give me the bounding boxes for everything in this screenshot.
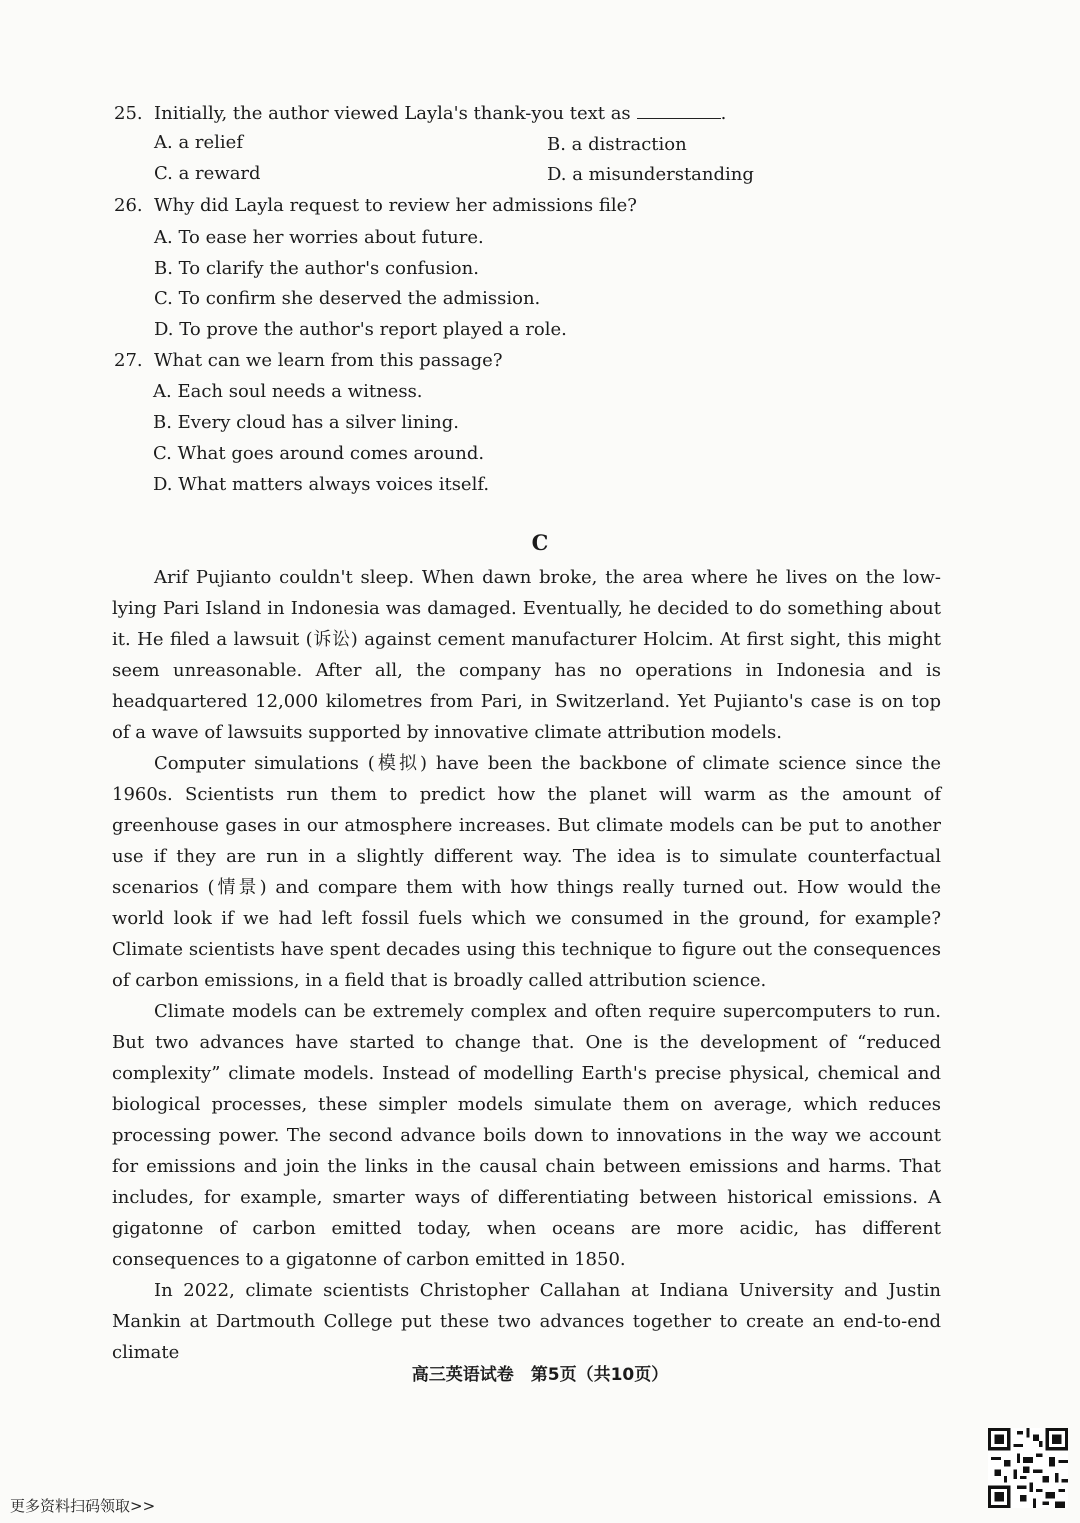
question-stem-end: . — [720, 103, 727, 124]
option-26-c: C. To confirm she deserved the admission. — [154, 288, 541, 309]
option-27-d: D. What matters always voices itself. — [153, 474, 490, 495]
question-stem: What can we learn from this passage? — [154, 350, 503, 371]
reading-passage — [112, 562, 941, 1368]
option-25-a: A. a relief — [154, 132, 243, 153]
option-26-a: A. To ease her worries about future. — [154, 227, 484, 248]
option-27-c: C. What goes around comes around. — [153, 443, 485, 464]
question-25 — [114, 98, 726, 129]
answer-blank — [637, 100, 721, 119]
option-27-b: B. Every cloud has a silver lining. — [153, 412, 459, 433]
question-26 — [114, 190, 637, 221]
question-number: 27. — [114, 350, 143, 371]
option-27-a: A. Each soul needs a witness. — [153, 381, 423, 402]
page-footer: 高三英语试卷 第5页（共10页） — [411, 1365, 669, 1385]
question-number: 25. — [114, 103, 143, 124]
question-stem: Initially, the author viewed Layla's thank-you text as — [154, 103, 631, 124]
passage-paragraph: Climate models can be extremely complex and often require supercomputers to run. But two advances have started to change that. One is the development of “reduced complexity” climate models. Instead of modelling Earth's precise physical, chemical and biological processes, these simpler models simulate them on average, which reduces processing power. The second advance boils down to innovations in the way we account for emissions and join the links in the causal chain between emissions and harms. That includes, for example, smarter ways of differentiating between historical emissions. A gigatonne of carbon emitted today, when oceans are more acidic, has different consequences to a gigatonne of carbon emitted in 1850. — [112, 1001, 941, 1270]
section-title: C — [531, 530, 549, 555]
option-25-b: B. a distraction — [547, 134, 687, 155]
option-25-c: C. a reward — [154, 163, 261, 184]
option-26-d: D. To prove the author's report played a role. — [154, 319, 567, 340]
option-25-d: D. a misunderstanding — [547, 164, 754, 185]
passage-paragraph: In 2022, climate scientists Christopher Callahan at Indiana University and Justin Mankin at Dartmouth College put these two advances together to create an end-to-end climate — [112, 1280, 941, 1363]
passage-paragraph: Computer simulations (模拟) have been the backbone of climate science since the 1960s. Scientists run them to predict how the planet will warm as the amount of greenhouse gases in our atmosphere increases. But climate models can be put to another use if they are run in a slightly different way. The idea is to simulate counterfactual scenarios (情景) and compare them with how things really turned out. How would the world look if we had left fossil fuels which we consumed in the ground, for example? Climate scientists have spent decades using this technique to figure out the consequences of carbon emissions, in a field that is broadly called attribution science. — [112, 753, 941, 991]
question-number: 26. — [114, 195, 143, 216]
question-stem: Why did Layla request to review her admissions file? — [154, 195, 637, 216]
question-27 — [114, 345, 502, 376]
passage-paragraph: Arif Pujianto couldn't sleep. When dawn broke, the area where he lives on the low-lying Pari Island in Indonesia was damaged. Eventually, he decided to do something about it. He filed a lawsuit (诉讼) against cement manufacturer Holcim. At first sight, this might seem unreasonable. After all, the company has no operations in Indonesia and is headquartered 12,000 kilometres from Pari, in Switzerland. Yet Pujianto's case is on top of a wave of lawsuits supported by innovative climate attribution models. — [112, 567, 941, 743]
option-26-b: B. To clarify the author's confusion. — [154, 258, 479, 279]
qr-code-icon[interactable] — [988, 1428, 1068, 1508]
more-materials-link[interactable]: 更多资料扫码领取>> — [10, 1497, 156, 1515]
